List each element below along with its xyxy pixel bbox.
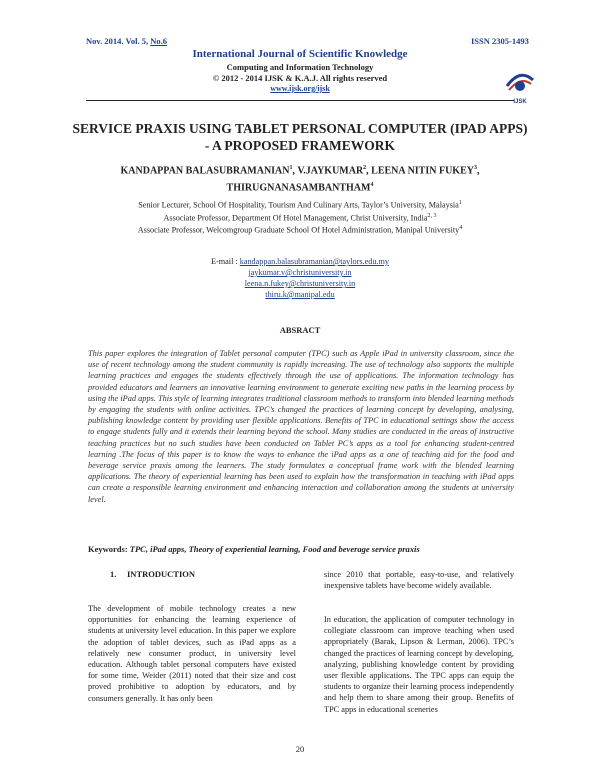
email-link[interactable]: kandappan.balasubramanian@taylors.edu.my xyxy=(239,257,389,266)
email-link[interactable]: leena.n.fukey@christuniversity.in xyxy=(244,279,356,288)
abstract-heading: ABSRACT xyxy=(279,325,321,335)
journal-name: International Journal of Scientific Knowledge xyxy=(192,48,408,60)
keywords-list: TPC, iPad apps, Theory of experiential learning, Food and beverage service praxis xyxy=(129,544,420,554)
paper-title: SERVICE PRAXIS USING TABLET PERSONAL COMPUTER (IPAD APPS) - A PROPOSED FRAMEWORK xyxy=(72,121,528,153)
author-list: KANDAPPAN BALASUBRAMANIAN$^1$, V.JAYKUMAR$^2$, LEENA NITIN FUKEY$^3$, THIRUGNANASAMBANTHAM$^4$ xyxy=(120,165,480,194)
journal-url-link[interactable]: www.ijsk.org/ijsk xyxy=(270,84,330,93)
keywords-label: Keywords: xyxy=(88,544,130,554)
journal-subtitle: Computing and Information Technology xyxy=(226,62,374,72)
issn: ISSN 2305-1493 xyxy=(471,36,529,46)
email-block xyxy=(70,256,530,300)
section-heading-introduction: 1. INTRODUCTION xyxy=(110,569,196,579)
affiliations xyxy=(70,198,530,236)
author-mark: 1 xyxy=(289,165,293,171)
email-link[interactable]: jaykumar.v@christuniversity.in xyxy=(248,268,352,277)
email-link[interactable]: thiru.k@manipal.edu xyxy=(265,290,335,299)
affiliation-line: Senior Lecturer, School Of Hospitality, Tourism And Culinary Arts, Taylor’s University, Malaysia$^1$ xyxy=(138,200,462,210)
intro-right-column-top: since 2010 that portable, easy-to-use, and relatively inexpensive tablets have become widely available. xyxy=(324,570,514,591)
intro-right-column: In education, the application of computer technology in collegiate classroom can improve teaching when used appropriately (Barak, Lipson & Lerman, 2006). TPC’s changed the practices of learning concept by developing, analyzing, publishing knowledge content by providing user flexible applications. The TPC apps can equip the students to organize their learning process independently and help them to share among their group. Benefits of TPC apps in educational sceneries xyxy=(324,615,514,714)
author-mark: 3 xyxy=(473,165,477,171)
author-name: THIRUGNANASAMBANTHAM xyxy=(226,182,371,194)
page-number: 20 xyxy=(295,744,305,754)
author-mark: 4 xyxy=(370,182,374,189)
email-label: E-mail : xyxy=(211,257,240,266)
issue-number-link[interactable]: No.6 xyxy=(150,36,168,46)
issue-prefix: Nov. 2014. Vol. 5, xyxy=(86,36,151,46)
issue-info xyxy=(86,36,167,46)
swoosh-icon xyxy=(507,75,533,91)
author-name: KANDAPPAN BALASUBRAMANIAN xyxy=(120,165,290,177)
keywords xyxy=(88,544,514,554)
author-name: V.JAYKUMAR xyxy=(297,165,364,177)
author-name: LEENA NITIN FUKEY xyxy=(371,165,474,177)
affiliation-line: Associate Professor, Department Of Hotel Management, Christ University, India$^{2, 3}$ xyxy=(163,212,437,223)
abstract-text: This paper explores the integration of Tablet personal computer (TPC) such as Apple iPad in university classroom, since the use of recent technology among the student community is rapidly increasing. The use of technology also supports the multiple learning practices and engages the students effectively through the use of applications. The information technology has provided educators and learners an innovative learning environment to generate exciting new paths in the learning process by using the iPad apps. This style of learning integrates traditional classroom methods to transform into blended learning methods by engaging the students with online activities. TPC’s changed the practices of learning concept by developing, analysing, publishing knowledge content by providing user flexible applications. Benefits of TPC in educational settings show the access to engage students fully and it extends their learning beyond the school. Many studies are conducted in the areas of instructive teaching practices but no such studies have been conducted on Tablet PC’s apps as a tool for enhancing student-centred learning .The focus of this paper is to know the ways to enhance the iPad apps as a one of teaching aid for the food and beverage service praxis among the learners. The study formulates a conceptual frame work with the blended learning applications. The theory of experiential learning has been used to explain how the transformation in teaching with iPad apps can create a responsible learning environment and enhancing interaction and collaboration among the students at university level. xyxy=(88,349,514,504)
header-divider xyxy=(86,100,514,101)
intro-left-column: The development of mobile technology creates a new opportunities for enhancing the learning experience of students at university level education. In this paper we explore the adoption of tablet devices, such as iPad apps as a relatively new consumer product, in university level education. Although tablet personal computers have existed for some time, Weider (2011) noted that their size and cost proved prohibitive to adoption by educators, and by consumers generally. It has only been xyxy=(88,604,296,703)
affiliation-line: Associate Professor, Welcomgroup Graduate School Of Hotel Administration, Manipal University$^4$ xyxy=(137,225,463,236)
author-mark: 2 xyxy=(363,165,367,171)
logo-text: IJSK xyxy=(513,99,527,105)
copyright: © 2012 - 2014 IJSK & K.A.J. All rights reserved xyxy=(212,73,388,83)
